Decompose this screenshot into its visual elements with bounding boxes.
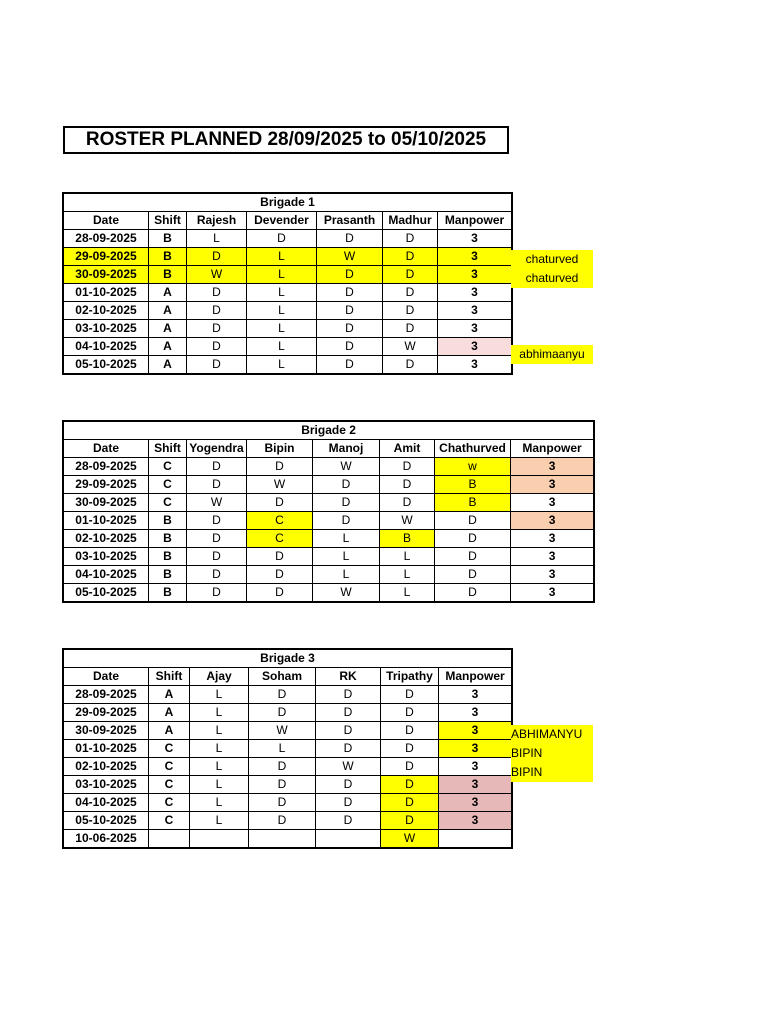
duty-cell: D — [380, 476, 435, 494]
manpower-cell: 3 — [511, 530, 594, 548]
manpower-cell: 3 — [511, 548, 594, 566]
duty-cell: D — [383, 320, 438, 338]
duty-cell: W — [247, 476, 313, 494]
shift-cell: A — [149, 284, 187, 302]
shift-cell: B — [149, 266, 187, 284]
side-note: BIPIN — [511, 744, 593, 763]
column-header: Ajay — [190, 668, 249, 686]
duty-cell: D — [313, 476, 380, 494]
column-header: Manoj — [313, 440, 380, 458]
table-row — [64, 320, 512, 338]
duty-cell: L — [313, 530, 380, 548]
manpower-cell: 3 — [511, 476, 594, 494]
shift-cell: C — [149, 494, 187, 512]
duty-cell: D — [383, 230, 438, 248]
duty-cell: L — [313, 548, 380, 566]
duty-cell: D — [316, 812, 381, 830]
manpower-cell — [439, 830, 512, 848]
duty-cell: D — [316, 686, 381, 704]
table-row — [64, 530, 594, 548]
duty-cell: D — [380, 494, 435, 512]
duty-cell: D — [435, 584, 511, 602]
duty-cell: C — [247, 512, 313, 530]
brigade-2-table — [63, 421, 594, 602]
date-cell: 30-09-2025 — [64, 266, 149, 284]
duty-cell: L — [190, 758, 249, 776]
manpower-cell: 3 — [511, 512, 594, 530]
duty-cell: D — [249, 794, 316, 812]
table-row — [64, 566, 594, 584]
shift-cell: C — [149, 476, 187, 494]
column-header: RK — [316, 668, 381, 686]
shift-cell: B — [149, 230, 187, 248]
duty-cell: D — [187, 284, 247, 302]
duty-cell: w — [435, 458, 511, 476]
date-cell: 29-09-2025 — [64, 704, 149, 722]
duty-cell: D — [187, 338, 247, 356]
duty-cell: D — [247, 230, 317, 248]
table-row — [64, 512, 594, 530]
duty-cell: D — [187, 320, 247, 338]
column-header: Chathurved — [435, 440, 511, 458]
manpower-cell: 3 — [439, 686, 512, 704]
duty-cell: L — [247, 356, 317, 374]
column-header: Soham — [249, 668, 316, 686]
date-cell: 03-10-2025 — [64, 776, 149, 794]
column-header: Devender — [247, 212, 317, 230]
duty-cell: L — [190, 740, 249, 758]
manpower-cell: 3 — [438, 230, 512, 248]
column-header: Prasanth — [317, 212, 383, 230]
table-row — [64, 722, 512, 740]
table-row — [64, 458, 594, 476]
duty-cell: D — [381, 704, 439, 722]
column-header: Shift — [149, 212, 187, 230]
duty-cell: W — [187, 266, 247, 284]
duty-cell: D — [317, 320, 383, 338]
duty-cell: D — [435, 530, 511, 548]
manpower-cell: 3 — [438, 302, 512, 320]
date-cell: 02-10-2025 — [64, 302, 149, 320]
duty-cell: D — [435, 512, 511, 530]
duty-cell: D — [381, 776, 439, 794]
shift-cell: C — [149, 776, 190, 794]
header-row — [64, 440, 594, 458]
column-header: Manpower — [439, 668, 512, 686]
table-row — [64, 686, 512, 704]
date-cell: 30-09-2025 — [64, 494, 149, 512]
table-row — [64, 476, 594, 494]
table-row — [64, 230, 512, 248]
manpower-cell: 3 — [438, 248, 512, 266]
shift-cell: C — [149, 740, 190, 758]
duty-cell: L — [190, 776, 249, 794]
table-row — [64, 266, 512, 284]
duty-cell: L — [190, 704, 249, 722]
column-header: Manpower — [511, 440, 594, 458]
shift-cell: B — [149, 566, 187, 584]
duty-cell: W — [249, 722, 316, 740]
duty-cell: D — [380, 458, 435, 476]
duty-cell: D — [435, 548, 511, 566]
date-cell: 04-10-2025 — [64, 566, 149, 584]
brigade-3-table — [63, 649, 512, 848]
side-note: abhimaanyu — [511, 345, 593, 364]
duty-cell: D — [381, 740, 439, 758]
duty-cell: C — [247, 530, 313, 548]
duty-cell: D — [249, 812, 316, 830]
date-cell: 28-09-2025 — [64, 230, 149, 248]
shift-cell: A — [149, 338, 187, 356]
duty-cell: L — [247, 320, 317, 338]
duty-cell: L — [313, 566, 380, 584]
table-row — [64, 830, 512, 848]
duty-cell — [190, 830, 249, 848]
manpower-cell: 3 — [511, 584, 594, 602]
table-row — [64, 584, 594, 602]
duty-cell: D — [383, 266, 438, 284]
duty-cell: L — [247, 302, 317, 320]
side-note: ABHIMANYU — [511, 725, 593, 744]
duty-cell: W — [383, 338, 438, 356]
date-cell: 10-06-2025 — [64, 830, 149, 848]
table-row — [64, 284, 512, 302]
duty-cell: D — [381, 794, 439, 812]
shift-cell: C — [149, 812, 190, 830]
date-cell: 28-09-2025 — [64, 686, 149, 704]
duty-cell: D — [383, 248, 438, 266]
date-cell: 01-10-2025 — [64, 512, 149, 530]
duty-cell: D — [249, 758, 316, 776]
column-header: Shift — [149, 440, 187, 458]
duty-cell: W — [317, 248, 383, 266]
duty-cell: L — [190, 794, 249, 812]
manpower-cell: 3 — [511, 458, 594, 476]
header-row — [64, 212, 512, 230]
duty-cell: D — [187, 248, 247, 266]
shift-cell: B — [149, 512, 187, 530]
duty-cell: D — [187, 566, 247, 584]
duty-cell: D — [187, 356, 247, 374]
duty-cell: L — [247, 266, 317, 284]
manpower-cell: 3 — [439, 704, 512, 722]
duty-cell: D — [383, 302, 438, 320]
shift-cell: C — [149, 794, 190, 812]
duty-cell: D — [249, 776, 316, 794]
shift-cell: A — [149, 722, 190, 740]
column-header: Date — [64, 440, 149, 458]
date-cell: 05-10-2025 — [64, 812, 149, 830]
manpower-cell: 3 — [439, 812, 512, 830]
duty-cell: D — [316, 722, 381, 740]
duty-cell: L — [380, 548, 435, 566]
date-cell: 03-10-2025 — [64, 548, 149, 566]
duty-cell: D — [247, 548, 313, 566]
duty-cell: L — [247, 284, 317, 302]
duty-cell: D — [383, 284, 438, 302]
duty-cell: L — [247, 338, 317, 356]
manpower-cell: 3 — [438, 284, 512, 302]
shift-cell: A — [149, 356, 187, 374]
column-header: Bipin — [247, 440, 313, 458]
duty-cell: W — [187, 494, 247, 512]
shift-cell: B — [149, 548, 187, 566]
manpower-cell: 3 — [439, 776, 512, 794]
shift-cell: B — [149, 248, 187, 266]
duty-cell: D — [187, 584, 247, 602]
duty-cell: D — [317, 284, 383, 302]
duty-cell: D — [317, 230, 383, 248]
shift-cell — [149, 830, 190, 848]
duty-cell: L — [190, 686, 249, 704]
duty-cell: D — [187, 476, 247, 494]
duty-cell: L — [190, 722, 249, 740]
table-row — [64, 494, 594, 512]
shift-cell: A — [149, 686, 190, 704]
duty-cell: D — [247, 494, 313, 512]
duty-cell: W — [381, 830, 439, 848]
date-cell: 02-10-2025 — [64, 530, 149, 548]
manpower-cell: 3 — [438, 338, 512, 356]
duty-cell: D — [247, 566, 313, 584]
date-cell: 05-10-2025 — [64, 356, 149, 374]
column-header: Madhur — [383, 212, 438, 230]
side-note: BIPIN — [511, 763, 593, 782]
column-header: Rajesh — [187, 212, 247, 230]
duty-cell: D — [247, 584, 313, 602]
duty-cell: D — [383, 356, 438, 374]
duty-cell: D — [316, 704, 381, 722]
shift-cell: A — [149, 704, 190, 722]
duty-cell: D — [249, 686, 316, 704]
table-row — [64, 812, 512, 830]
duty-cell: D — [247, 458, 313, 476]
date-cell: 28-09-2025 — [64, 458, 149, 476]
duty-cell: D — [381, 758, 439, 776]
manpower-cell: 3 — [439, 740, 512, 758]
table-row — [64, 776, 512, 794]
duty-cell: D — [316, 776, 381, 794]
date-cell: 01-10-2025 — [64, 284, 149, 302]
column-header: Amit — [380, 440, 435, 458]
table-row — [64, 356, 512, 374]
shift-cell: C — [149, 758, 190, 776]
duty-cell: D — [316, 740, 381, 758]
duty-cell: D — [187, 302, 247, 320]
duty-cell: D — [317, 266, 383, 284]
shift-cell: A — [149, 320, 187, 338]
duty-cell: W — [313, 458, 380, 476]
duty-cell: L — [187, 230, 247, 248]
manpower-cell: 3 — [439, 722, 512, 740]
date-cell: 01-10-2025 — [64, 740, 149, 758]
duty-cell: L — [380, 584, 435, 602]
column-header: Tripathy — [381, 668, 439, 686]
manpower-cell: 3 — [438, 266, 512, 284]
manpower-cell: 3 — [511, 494, 594, 512]
table-row — [64, 302, 512, 320]
duty-cell: L — [249, 740, 316, 758]
date-cell: 29-09-2025 — [64, 476, 149, 494]
date-cell: 04-10-2025 — [64, 338, 149, 356]
header-row — [64, 668, 512, 686]
duty-cell — [316, 830, 381, 848]
duty-cell: B — [380, 530, 435, 548]
date-cell: 29-09-2025 — [64, 248, 149, 266]
duty-cell: D — [187, 512, 247, 530]
duty-cell: D — [317, 302, 383, 320]
duty-cell: W — [313, 584, 380, 602]
brigade-name: Brigade 1 — [64, 194, 512, 212]
manpower-cell: 3 — [438, 320, 512, 338]
duty-cell: W — [380, 512, 435, 530]
duty-cell: B — [435, 494, 511, 512]
manpower-cell: 3 — [438, 356, 512, 374]
column-header: Manpower — [438, 212, 512, 230]
duty-cell: W — [316, 758, 381, 776]
manpower-cell: 3 — [439, 758, 512, 776]
brigade-name: Brigade 3 — [64, 650, 512, 668]
shift-cell: B — [149, 584, 187, 602]
side-note: chaturved — [511, 269, 593, 288]
shift-cell: A — [149, 302, 187, 320]
manpower-cell: 3 — [439, 794, 512, 812]
brigade-1-table — [63, 193, 512, 374]
duty-cell: D — [435, 566, 511, 584]
duty-cell: D — [313, 494, 380, 512]
table-row — [64, 794, 512, 812]
brigade-name: Brigade 2 — [64, 422, 594, 440]
date-cell: 05-10-2025 — [64, 584, 149, 602]
duty-cell — [249, 830, 316, 848]
duty-cell: D — [187, 548, 247, 566]
duty-cell: D — [317, 338, 383, 356]
date-cell: 03-10-2025 — [64, 320, 149, 338]
column-header: Date — [64, 212, 149, 230]
table-row — [64, 758, 512, 776]
column-header: Yogendra — [187, 440, 247, 458]
manpower-cell: 3 — [511, 566, 594, 584]
table-row — [64, 704, 512, 722]
side-note: chaturved — [511, 250, 593, 269]
table-row — [64, 338, 512, 356]
duty-cell: B — [435, 476, 511, 494]
shift-cell: C — [149, 458, 187, 476]
duty-cell: D — [249, 704, 316, 722]
table-row — [64, 740, 512, 758]
roster-title: ROSTER PLANNED 28/09/2025 to 05/10/2025 — [63, 126, 509, 154]
duty-cell: D — [187, 458, 247, 476]
table-row — [64, 248, 512, 266]
duty-cell: D — [313, 512, 380, 530]
shift-cell: B — [149, 530, 187, 548]
column-header: Shift — [149, 668, 190, 686]
duty-cell: L — [247, 248, 317, 266]
date-cell: 02-10-2025 — [64, 758, 149, 776]
date-cell: 04-10-2025 — [64, 794, 149, 812]
duty-cell: D — [381, 812, 439, 830]
duty-cell: D — [316, 794, 381, 812]
date-cell: 30-09-2025 — [64, 722, 149, 740]
duty-cell: D — [381, 722, 439, 740]
table-row — [64, 548, 594, 566]
duty-cell: L — [190, 812, 249, 830]
column-header: Date — [64, 668, 149, 686]
duty-cell: D — [381, 686, 439, 704]
duty-cell: D — [317, 356, 383, 374]
duty-cell: D — [187, 530, 247, 548]
duty-cell: L — [380, 566, 435, 584]
